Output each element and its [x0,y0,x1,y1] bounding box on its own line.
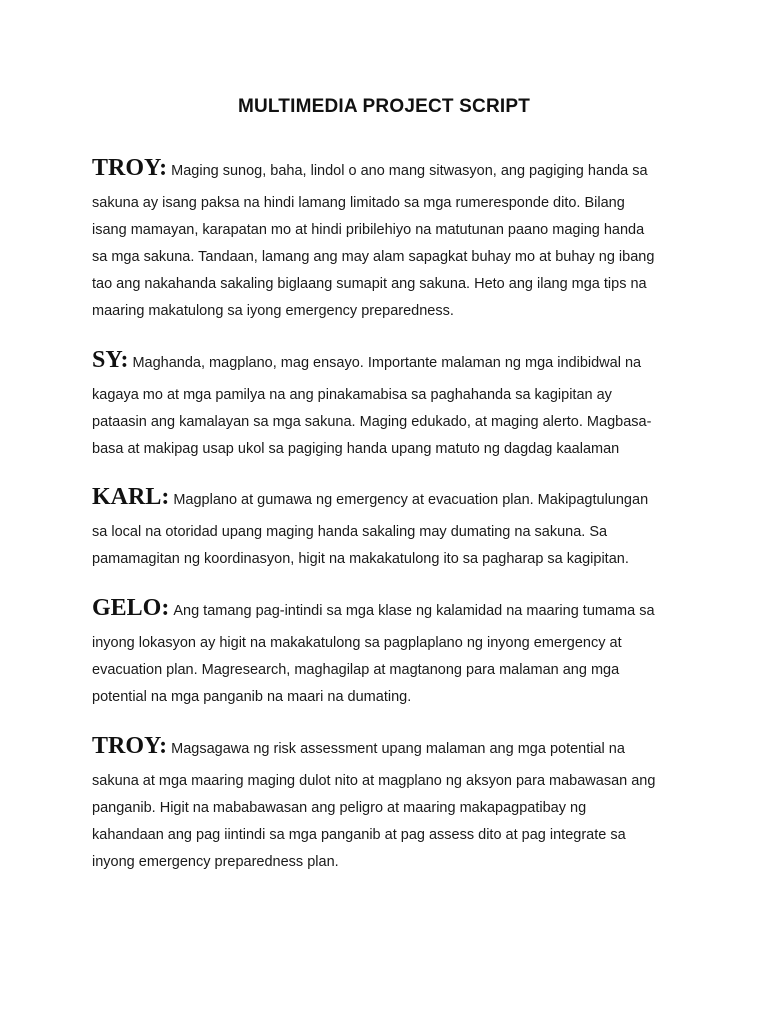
script-line: pamamagitan ng koordinasyon, higit na makakatulong ito sa pagharap sa kagipitan. [92,551,629,567]
script-line: potential na mga panganib na maari na dumating. [92,689,412,705]
script-line [92,342,684,382]
script-section-gelo [92,590,684,711]
script-line [92,728,684,768]
script-section-sy [92,342,684,463]
script-line: tao ang nakahanda sakaling biglaang sumapit ang sakuna. Heto ang ilang mga tips na [92,276,647,292]
script-line: inyong emergency preparedness plan. [92,854,339,870]
line-text: Magplano at gumawa ng emergency at evacuation plan. Makipagtulungan [173,492,649,508]
document-title: MULTIMEDIA PROJECT SCRIPT [237,96,531,117]
script-line: basa at makipag usap ukol sa pagiging handa upang matuto ng dagdag kaalaman [92,441,620,457]
script-section-troy-2 [92,728,684,876]
script-line: sakuna ay isang paksa na hindi lamang limitado sa mga rumeresponde dito. Bilang [92,195,625,211]
speaker-name: GELO: [92,595,170,621]
script-line [92,590,684,630]
script-section-karl [92,479,684,573]
line-text: Magsagawa ng risk assessment upang malaman ang mga potential na [171,741,625,757]
script-line: panganib. Higit na mababawasan ang peligro at maaring makapagpatibay ng [92,800,587,816]
script-line: inyong lokasyon ay higit na makakatulong sa pagplaplano ng inyong emergency at [92,635,622,651]
script-line: kagaya mo at mga pamilya na ang pinakamabisa sa paghahanda sa kagipitan ay [92,387,612,403]
script-line: maaring makatulong sa iyong emergency preparedness. [92,303,454,319]
script-line: isang mamayan, karapatan mo at hindi pribilehiyo na matutunan paano maging handa [92,222,645,238]
line-text: Maghanda, magplano, mag ensayo. Importante malaman ng mga indibidwal na [132,355,642,371]
script-line: sa local na otoridad upang maging handa sakaling may dumating na sakuna. Sa [92,524,608,540]
script-line: sa mga sakuna. Tandaan, lamang ang may alam sapagkat buhay mo at buhay ng ibang [92,249,655,265]
script-line: sakuna at mga maaring maging dulot nito at magplano ng aksyon para mabawasan ang [92,773,656,789]
speaker-name: TROY: [92,155,168,181]
speaker-name: SY: [92,347,129,373]
speaker-name: KARL: [92,484,170,510]
script-section-troy-1 [92,150,684,325]
line-text: Ang tamang pag-intindi sa mga klase ng kalamidad na maaring tumama sa [173,603,655,619]
script-line: evacuation plan. Magresearch, maghagilap at magtanong para malaman ang mga [92,662,620,678]
line-text: Maging sunog, baha, lindol o ano mang sitwasyon, ang pagiging handa sa [171,163,648,179]
script-line [92,150,684,190]
speaker-name: TROY: [92,733,168,759]
script-line [92,479,684,519]
script-line: kahandaan ang pag iintindi sa mga panganib at pag assess dito at pag integrate sa [92,827,626,843]
script-line: pataasin ang kamalayan sa mga sakuna. Maging edukado, at maging alerto. Magbasa- [92,414,652,430]
